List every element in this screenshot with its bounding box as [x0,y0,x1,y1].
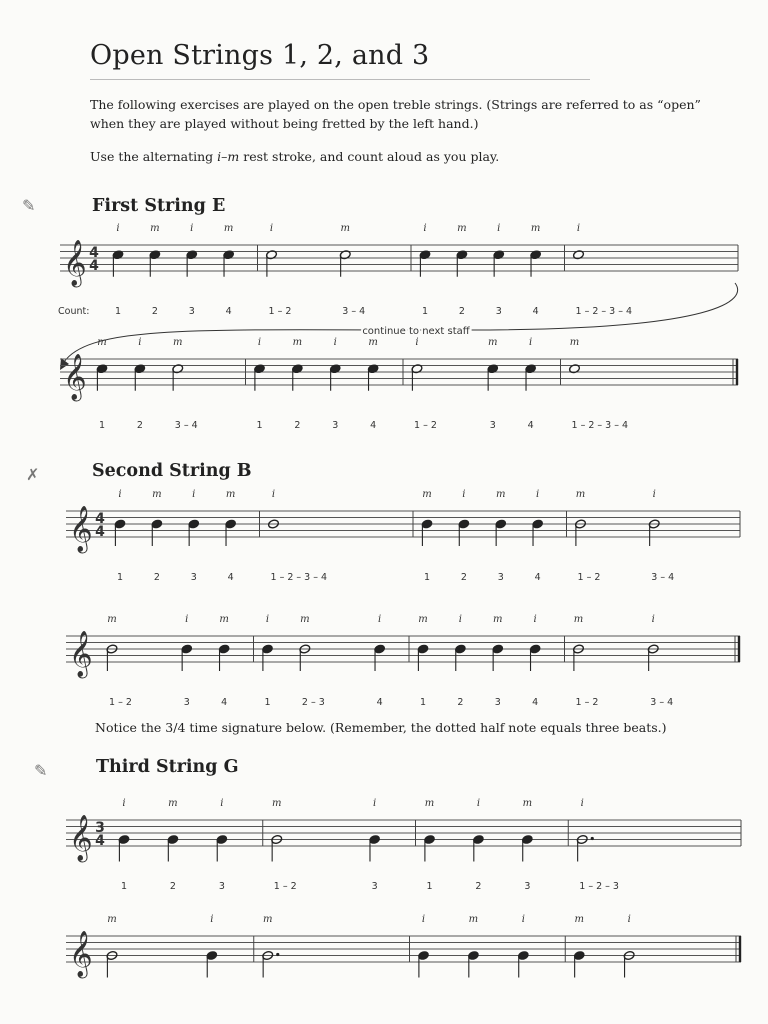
count-label: 1 [99,420,106,431]
fingering-label: m [263,914,273,925]
fingering-label: m [457,223,467,234]
count-label: 1 – 2 [109,697,132,708]
fingering-label: m [424,798,435,809]
pencil-mark-icon: ✗ [26,465,40,484]
fingering-label: i [415,337,419,348]
pencil-mark-icon: ✎ [34,761,48,780]
fingering-label: i [185,614,189,625]
count-label: 2 [475,881,482,892]
fingering-label: i [271,489,276,500]
count-label: 1 [422,306,429,317]
fingering-label: i [333,337,337,348]
fingering-label: m [225,489,236,500]
instruction-stroke: i–m [217,149,240,164]
count-label: 4 [532,697,539,708]
fingering-label: i [378,614,382,625]
count-label: 1 – 2 [575,697,599,708]
fingering-label: i [533,614,537,625]
continue-label: continue to next staff [362,326,470,337]
fingering-label: m [173,337,183,348]
count-label: 4 [227,572,234,583]
count-label: 1 – 2 [268,306,292,317]
count-label: 3 [494,697,501,708]
treble-clef-icon: 𝄞 [69,631,93,677]
treble-clef-icon: 𝄞 [69,506,93,552]
fingering-label: m [272,798,282,809]
count-label: 3 [371,881,378,892]
instruction-prefix: Use the alternating [90,149,218,164]
count-label: 3 – 4 [650,697,674,708]
count-label: 1 [420,697,427,708]
fingering-label: m [168,798,178,809]
count-label: 2 [460,572,467,583]
count-label: 3 [218,881,225,892]
fingering-label: m [493,614,503,625]
count-label: 4 [225,306,232,317]
treble-clef-icon: 𝄞 [69,815,93,861]
count-label: 2 [294,420,301,431]
treble-clef-icon: 𝄞 [63,240,87,286]
count-label: 3 [183,697,190,708]
fingering-label: m [107,614,117,625]
fingering-label: i [529,337,533,348]
count-label: 2 – 3 [301,697,325,708]
count-label: 3 – 4 [342,306,366,317]
fingering-label: m [219,614,229,625]
fingering-label: i [269,223,274,234]
continuation-arrow-line [64,283,738,362]
count-label: 1 [121,881,128,892]
section-title-third-string: Third String G [96,757,239,777]
fingering-label: i [190,223,194,234]
count-label: 2 [169,881,176,892]
count-label: 2 [136,420,143,431]
fingering-label: i [652,489,656,500]
pencil-mark-icon: ✎ [22,196,36,215]
fingering-label: m [488,337,498,348]
fingering-label: i [220,798,224,809]
fingering-label: m [223,223,234,234]
instruction-suffix: rest stroke, and count aloud as you play. [239,149,500,164]
fingering-label: i [536,489,540,500]
fingering-label: i [118,489,122,500]
count-label: 3 [495,306,502,317]
count-label: 3 [489,420,496,431]
fingering-label: m [422,489,432,500]
fingering-label: m [575,489,586,500]
fingering-label: i [462,489,466,500]
time-signature-top: 3 [95,820,105,836]
fingering-label: m [368,337,378,348]
intro-paragraph: The following exercises are played on the open treble strings. (Strings are referred to as “open” when they are played without being fretted by the left hand.) [90,97,701,131]
count-label: 2 [458,306,465,317]
count-label: 4 [534,572,541,583]
fingering-label: i [627,914,631,925]
count-label: 2 [151,306,158,317]
count-label: 1 – 2 [577,572,601,583]
count-label: 2 [457,697,464,708]
count-label: 1 – 2 – 3 – 4 [575,306,633,317]
fingering-label: m [530,223,541,234]
fingering-label: m [107,914,117,925]
fingering-label: i [576,223,581,234]
fingering-label: i [116,223,120,234]
fingering-label: i [257,337,262,348]
count-label: 4 [221,697,228,708]
count-label: 4 [532,306,539,317]
fingering-label: m [573,614,584,625]
count-label: 1 [264,697,271,708]
count-label: 1 – 2 [414,420,437,431]
count-label: 3 – 4 [174,420,198,431]
augmentation-dot [591,837,594,840]
treble-clef-icon: 𝄞 [69,931,93,977]
fingering-label: i [651,614,655,625]
fingering-label: i [122,798,126,809]
fingering-label: m [292,337,303,348]
fingering-label: m [468,914,479,925]
fingering-label: i [476,798,481,809]
count-label: 1 [115,306,122,317]
fingering-label: i [265,614,270,625]
fingering-label: i [497,223,501,234]
fingering-label: m [574,914,584,925]
fingering-label: m [150,223,160,234]
count-label: 4 [376,697,383,708]
augmentation-dot [276,953,279,956]
fingering-label: m [340,223,350,234]
fingering-label: i [138,337,142,348]
fingering-label: m [97,337,107,348]
fingering-label: i [423,223,427,234]
fingering-label: i [521,914,525,925]
count-label: 4 [527,420,534,431]
count-label: 1 – 2 [273,881,297,892]
fingering-label: m [152,489,162,500]
treble-clef-icon: 𝄞 [63,354,87,400]
fingering-label: m [522,798,533,809]
section-title-first-string: First String E [92,196,226,216]
section-title-second-string: Second String B [92,461,252,481]
time-signature-bottom: 4 [95,524,105,540]
fingering-label: i [458,614,462,625]
count-label: 1 – 2 – 3 – 4 [571,420,629,431]
count-label: 1 [117,572,124,583]
fingering-label: i [210,914,214,925]
time-signature-top: 4 [95,511,105,527]
count-label: 3 [332,420,339,431]
fingering-label: m [418,614,428,625]
count-label: 1 [424,572,431,583]
fingering-label: i [421,914,426,925]
count-label: 3 [497,572,504,583]
count-prefix-label: Count: [58,306,90,317]
fingering-label: i [580,798,584,809]
time-signature-bottom: 4 [95,833,105,849]
count-label: 3 [190,572,197,583]
page-title: Open Strings 1, 2, and 3 [90,40,430,71]
count-label: 3 [524,881,531,892]
fingering-label: m [496,489,506,500]
time-signature-top: 4 [89,245,99,261]
fingering-label: m [300,614,310,625]
count-label: 3 [188,306,195,317]
notice-paragraph: Notice the 3/4 time signature below. (Remember, the dotted half note equals three beats.) [95,720,667,735]
count-label: 1 [256,420,263,431]
fingering-label: i [372,798,377,809]
count-label: 1 – 2 – 3 – 4 [270,572,328,583]
count-label: 2 [153,572,160,583]
count-label: 1 – 2 – 3 [579,881,619,892]
count-label: 1 [426,881,433,892]
fingering-label: m [569,337,580,348]
time-signature-bottom: 4 [89,258,99,274]
count-label: 4 [370,420,377,431]
fingering-label: i [192,489,196,500]
count-label: 3 – 4 [651,572,675,583]
